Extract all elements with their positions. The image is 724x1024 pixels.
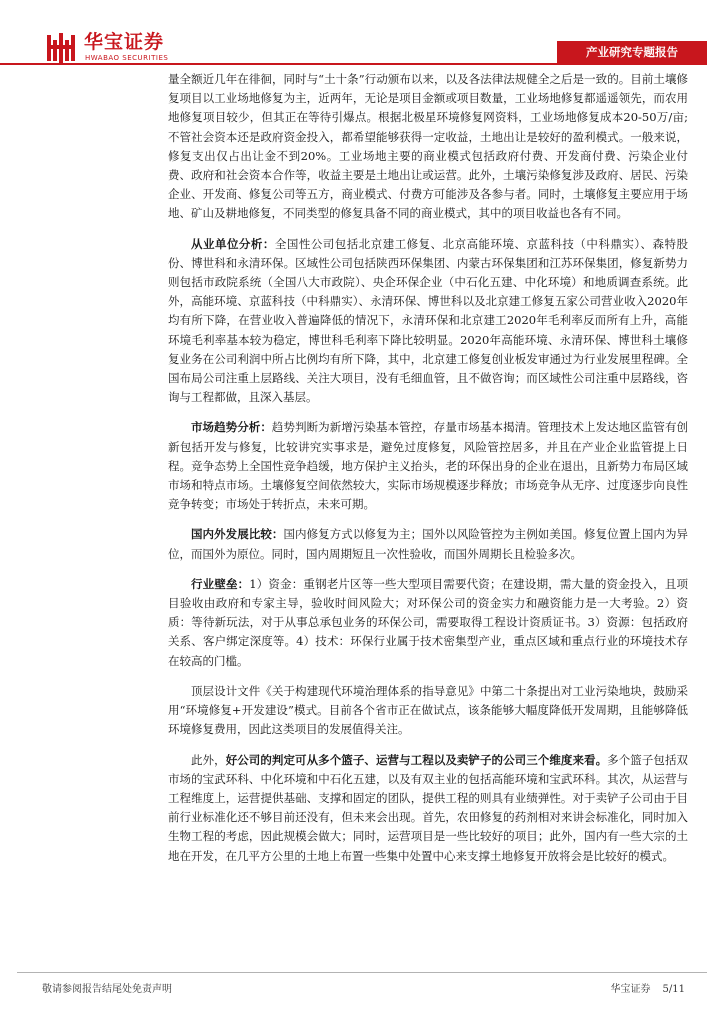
paragraph-text: 量全额近几年在徘徊，同时与“土十条”行动颁布以来，以及各法律法规健全之后是一致的。目前土壤修复项目以工业场地修复为主，近两年，无论是项目金额或项目数量，工业场地修复都遥遥领先，而农用地修复项目较少，但其正在等待引爆点。根据北极星环境修复网资料，工业场地修复成本20-50万/亩;不管社会资本还是政府资金投入，都希望能够获得一定收益，土地出让是较好的盈利模式。一般来说，修复支出仅占出让金不到20%。工业场地主要的商业模式包括政府付费、开发商付费、污染企业付费、政府和社会资本合作等，收益主要是土地出让或运营。此外，土壤污染修复涉及政府、居民、污染企业、开发商、修复公司等五方，商业模式、付费方可能涉及各参与者。同时，土壤修复主要应用于场地、矿山及耕地修复，不同类型的修复具备不同的商业模式，其中的项目收益也各有不同。 <box>168 72 688 221</box>
report-body <box>168 70 688 877</box>
paragraph-market-trend <box>168 418 688 514</box>
report-type-badge: 产业研究专题报告 <box>557 41 707 63</box>
section-label: 行业壁垒： <box>191 576 250 591</box>
logo-english-text: HWABAO SECURITIES <box>85 54 169 62</box>
page-header <box>0 0 724 70</box>
paragraph-text: 趋势判断为新增污染基本管控，存量市场基本揭清。管理技术上发达地区监管有创新包括开发与修复，比较讲究实事求是，避免过度修复，风险管控居多，并且在产业企业监管提上日程。竞争态势上全国性竞争趋缓，地方保护主义抬头，老的环保出身的企业在退出，且新势力布局区域市场和特点市场。土壤修复空间依然较大，实际市场规模逐步释放；市场竞争从无序、过度逐步向良性竞争转变；市场处于转折点，未来可期。 <box>168 420 689 512</box>
paragraph-text: 全国性公司包括北京建工修复、北京高能环境、京蓝科技（中科鼎实）、森特股份、博世科和永清环保。区域性公司包括陕西环保集团、内蒙古环保集团和江苏环保集团，修复新势力则包括市政院系统（全国八大市政院）、央企环保企业（中石化五建、中化环境）和地质调查系统。此外，高能环境、京蓝科技（中科鼎实）、永清环保、博世科以及北京建工修复五家公司营业收入2020年均有所下降，在营业收入普遍降低的情况下，永清环保和北京建工2020年毛利率反而所有上升，高能环境毛利率基本较为稳定，博世科毛利率下降比较明显。2020年高能环境、永清环保、博世科土壤修复业务在公司利润中所占比例均有所下降，其中，北京建工修复创业板发审通过为行业发展里程碑。全国布局公司注重上层路线、关注大项目，没有毛细血管，且不做咨询；而区域性公司注重中层路线，咨询与工程都做，且深入基层。 <box>168 236 688 405</box>
paragraph-industry-barriers <box>168 575 688 671</box>
emphasis-text: 好公司的判定可从多个篮子、运营与工程以及卖铲子的公司三个维度来看。 <box>225 752 608 767</box>
section-label: 从业单位分析： <box>191 236 275 251</box>
paragraph-text: 1）资金：重钢老片区等一些大型项目需要代资；在建设期，需大量的资金投入，且项目验收由政府和专家主导，验收时间风险大；对环保公司的资金实力和融资能力是一大考验。2）资质：等待新玩法，对于从事总承包业务的环保公司，需要取得工程设计资质证书。3）资源：包括政府关系、客户绑定深度等。4）技术：环保行业属于技术密集型产业，重点区域和重点行业的环境技术存在较高的门槛。 <box>168 576 689 668</box>
footer-divider <box>17 972 707 973</box>
paragraph-text: 国内修复方式以修复为主；国外以风险管控为主例如美国。修复位置上国内为异位，而国外为原位。同时，国内周期短且一次性验收，而国外周期长且检验多次。 <box>168 527 689 561</box>
paragraph-domestic-foreign <box>168 525 688 563</box>
paragraph-text-before: 此外， <box>191 752 226 767</box>
paragraph-policy <box>168 682 688 740</box>
section-label: 国内外发展比较： <box>191 527 284 542</box>
section-label: 市场趋势分析： <box>191 420 272 435</box>
paragraph-industry-players <box>168 235 688 408</box>
paragraph-text-after: 多个篮子包括双市场的宝武环科、中化环境和中石化五建，以及有双主业的包括高能环境和宝武环科。其次，从运营与工程维度上，运营提供基础、支撑和固定的团队，提供工程的则具有业绩弹性。对于卖铲子公司由于目前行业标准化还不够目前还没有，但未来会出现。首先，农田修复的药剂相对来讲会标准化，同时加入生物工程的考虑，因此规模会做大；同时，运营项目是一些比较好的项目；此外，国内有一些大宗的土地在开发，在几平方公里的土地上布置一些集中处置中心来支撑土地修复开放将会是比较好的模式。 <box>168 752 689 863</box>
paragraph-business-model <box>168 70 688 224</box>
paragraph-good-company <box>168 751 688 866</box>
logo-chinese-text: 华宝证券 <box>84 31 165 53</box>
logo-mark-icon <box>44 31 78 65</box>
footer-company: 华宝证券 <box>610 984 651 995</box>
footer-disclaimer: 敬请参阅报告结尾处免责声明 <box>42 984 172 995</box>
paragraph-text: 顶层设计文件《关于构建现代环境治理体系的指导意见》中第二十条提出对工业污染地块，鼓励采用“环境修复+开发建设”模式。目前各个省市正在做试点，该条能够大幅度降低开发周期，且能够降低环境修复费用，因此这类项目的发展值得关注。 <box>168 683 688 737</box>
footer-info <box>611 980 685 995</box>
company-logo <box>44 31 214 65</box>
page-number: 5/11 <box>662 984 685 995</box>
header-divider <box>0 63 707 65</box>
